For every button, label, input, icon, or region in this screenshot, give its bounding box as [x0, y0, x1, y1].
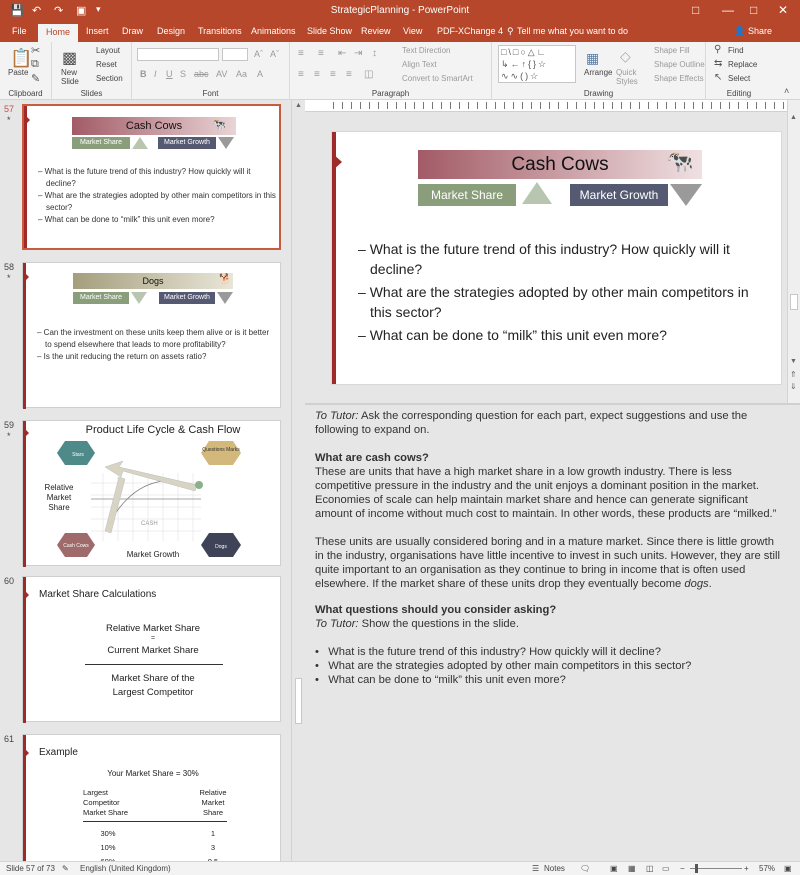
slide-thumbnail-58[interactable]	[22, 262, 281, 408]
underline-icon[interactable]: U	[166, 69, 173, 79]
zoom-in-icon[interactable]: +	[744, 864, 749, 873]
select-button[interactable]: Select	[728, 74, 751, 83]
share-icon: 👤	[734, 26, 746, 36]
slide-marker-icon	[24, 114, 30, 126]
slide-thumbnails-pane	[0, 100, 291, 861]
italic-icon[interactable]: I	[154, 69, 157, 79]
drawing-group	[492, 42, 706, 100]
plc-relative-market-share: Relative Market Share	[44, 483, 74, 512]
clipboard-group	[0, 42, 52, 100]
title-bar	[0, 0, 800, 22]
tutor-label: To Tutor:	[315, 618, 359, 630]
shape-effects-button[interactable]: Shape Effects	[654, 74, 704, 83]
calc-largest-2: Largest Competitor	[112, 687, 194, 698]
replace-button[interactable]: Replace	[728, 60, 758, 69]
thumb-bullet-2: What are the strategies adopted by other main competitors in this sector?	[44, 191, 276, 212]
down-arrow-icon	[217, 292, 233, 304]
bullet-3: What can be done to “milk” this unit even more?	[369, 327, 667, 343]
zoom-out-icon[interactable]: −	[680, 864, 685, 873]
arrange-icon[interactable]: ▦	[586, 50, 600, 66]
slides-group	[52, 42, 132, 100]
tab-file[interactable]: File	[12, 26, 27, 36]
new-slide-button[interactable]: New Slide	[61, 68, 79, 86]
up-arrow-icon	[522, 182, 552, 204]
slide-marker-icon	[332, 153, 342, 171]
notes-paragraph-2	[315, 535, 785, 591]
find-button[interactable]: Find	[728, 46, 744, 55]
notes-heading-cash-cows: What are cash cows?	[315, 452, 429, 464]
down-arrow-icon	[670, 184, 702, 206]
notes-button[interactable]: Notes	[544, 864, 565, 873]
editing-group	[706, 42, 772, 100]
arrange-button[interactable]: Arrange	[584, 68, 613, 77]
thumb-bullet-3: What can be done to “milk” this unit even more?	[44, 215, 215, 224]
shape-outline-button[interactable]: Shape Outline	[654, 60, 705, 69]
notes-question-1: What is the future trend of this industry? How quickly will it decline?	[328, 646, 661, 658]
layout-button[interactable]: Layout	[96, 46, 121, 55]
slide-number-57: 57	[4, 104, 15, 114]
status-bar	[0, 861, 800, 875]
bullet-1: What is the future trend of this industry? How quickly will it decline?	[369, 241, 730, 277]
slide-thumbnail-59[interactable]	[22, 420, 281, 566]
down-arrow-icon	[131, 292, 147, 304]
save-icon[interactable]: 💾	[10, 5, 24, 17]
close-icon[interactable]: ✕	[778, 3, 789, 17]
plc-cash-label	[141, 521, 158, 527]
select-icon[interactable]: ↖	[714, 72, 723, 83]
drawing-label: Drawing	[583, 89, 614, 98]
thumb-bullet-2: Is the unit reducing the return on assets ratio?	[43, 352, 207, 361]
tab-design[interactable]: Design	[157, 26, 186, 36]
slide-number-58: 58	[4, 262, 15, 272]
calc-equals: =	[150, 635, 156, 642]
strikethrough-icon[interactable]: abc	[194, 69, 209, 79]
increase-indent-icon[interactable]: ⇥	[354, 48, 363, 59]
zoom-level[interactable]: 57%	[759, 864, 776, 873]
plc-questions-label	[202, 447, 240, 453]
clipboard-label: Clipboard	[8, 89, 43, 98]
shrink-font-icon[interactable]: Aˇ	[270, 49, 279, 59]
thumb-market-growth: Market Growth	[158, 137, 216, 149]
tab-pdf-xchange[interactable]: PDF-XChange 4	[437, 26, 504, 36]
replace-icon[interactable]: ⇆	[714, 58, 723, 69]
paste-button[interactable]: Paste	[8, 68, 29, 77]
decrease-indent-icon[interactable]: ⇤	[338, 48, 347, 59]
align-left-icon[interactable]: ≡	[298, 69, 304, 80]
new-slide-icon[interactable]: ▩	[62, 50, 78, 67]
thumb-title: Cash Cows	[72, 117, 236, 135]
tutor-text: Ask the corresponding question for each part, expect suggestions and use the following to expand on.	[315, 410, 748, 436]
spell-check-icon[interactable]: ✎	[62, 864, 69, 873]
slide-number-61: 61	[4, 734, 15, 744]
customize-qat-icon[interactable]: ▾	[96, 4, 101, 14]
svg-text:CASH: CASH	[141, 521, 158, 527]
slide-thumbnail-57[interactable]	[22, 104, 281, 250]
slide-thumbnail-60[interactable]	[22, 576, 281, 722]
shape-fill-button[interactable]: Shape Fill	[654, 46, 690, 55]
header-line: Share	[202, 808, 223, 817]
notes-question-3: What can be done to “milk” this unit even more?	[328, 674, 566, 686]
slide-star-58: *	[7, 273, 11, 283]
paragraph-group	[290, 42, 492, 100]
ruler-ticks	[333, 102, 785, 109]
paste-icon[interactable]: 📋	[10, 48, 33, 68]
slide-sorter-icon[interactable]: ▦	[628, 864, 636, 873]
slide-scrollbar[interactable]	[787, 100, 800, 403]
horizontal-ruler	[305, 100, 787, 112]
example-divider	[83, 821, 227, 822]
undo-icon[interactable]: ↶	[32, 5, 42, 17]
minimize-icon[interactable]: —	[722, 3, 734, 17]
notes-icon: ☰	[532, 864, 540, 873]
thumb-title: Market Share Calculations	[39, 589, 157, 600]
text-direction-button[interactable]: Text Direction	[402, 46, 451, 55]
numbering-icon[interactable]: ≡	[318, 48, 324, 59]
thumb-bullets: – Can the investment on these units keep them alive or is it better to spend elsewhere that leads to more profitability? – Is the unit reducing the return on assets ratio?	[37, 328, 270, 361]
header-line: Market	[201, 798, 225, 807]
share-button[interactable]: Share	[748, 26, 773, 36]
example-your-share: Your Market Share = 30%	[107, 769, 199, 778]
thumb-market-share: Market Share	[72, 137, 130, 149]
align-text-button[interactable]: Align Text	[402, 60, 437, 69]
reset-button[interactable]: Reset	[96, 60, 117, 69]
notes-tutor-intro	[315, 409, 785, 437]
grow-font-icon[interactable]: Aˆ	[254, 49, 263, 59]
up-arrow-icon	[132, 137, 148, 149]
thumb-bullet-1: Can the investment on these units keep them alive or is it better to spend elsewhere that leads to more profitability?	[43, 328, 270, 349]
svg-text:Dogs: Dogs	[215, 544, 227, 550]
change-case-icon[interactable]: Aa	[236, 69, 248, 79]
align-center-icon[interactable]: ≡	[314, 69, 320, 80]
example-row2-a: 10%	[100, 843, 116, 852]
calc-divider	[85, 664, 223, 665]
thumb-title: Product Life Cycle & Cash Flow	[85, 424, 241, 436]
slide-red-bar	[24, 106, 27, 248]
tab-draw[interactable]: Draw	[122, 26, 144, 36]
thumbnails-scroll-thumb[interactable]	[295, 678, 302, 724]
market-growth-box: Market Growth	[570, 184, 668, 206]
plc-stars-label	[72, 452, 84, 458]
slide-marker-icon	[23, 271, 29, 283]
example-col2-header	[193, 788, 233, 818]
plc-cashcows-label	[63, 543, 89, 549]
tab-view[interactable]: View	[403, 26, 423, 36]
paragraph-label: Paragraph	[371, 89, 410, 98]
cow-icon: 🐄	[666, 149, 694, 174]
font-color-icon[interactable]: A	[257, 69, 264, 79]
font-group	[132, 42, 290, 100]
notes-pane[interactable]	[305, 403, 800, 861]
collapse-ribbon-icon[interactable]: ˄	[784, 86, 790, 96]
slide-counter[interactable]: Slide 57 of 73	[6, 864, 55, 873]
down-arrow-icon	[218, 137, 234, 149]
notes-question-2: What are the strategies adopted by other main competitors in this sector?	[328, 660, 692, 672]
convert-smartart-button[interactable]: Convert to SmartArt	[402, 74, 473, 83]
para2-end: .	[708, 578, 712, 590]
slide-marker-icon	[23, 747, 29, 759]
maximize-icon[interactable]: □	[750, 3, 758, 17]
tab-home[interactable]: Home	[38, 24, 78, 42]
current-slide[interactable]	[331, 131, 782, 385]
example-row2-b: 3	[210, 843, 216, 852]
scroll-up-icon[interactable]: ▲	[295, 102, 302, 109]
cut-icon[interactable]: ✂	[31, 45, 41, 57]
bold-icon[interactable]: B	[140, 69, 147, 79]
plc-market-growth: Market Growth	[126, 550, 180, 559]
tab-insert[interactable]: Insert	[86, 26, 109, 36]
scroll-down-icon[interactable]: ▼	[790, 358, 797, 365]
normal-view-icon[interactable]: ▣	[610, 864, 618, 873]
font-family-combo[interactable]	[137, 48, 219, 61]
section-button[interactable]: Section	[96, 74, 123, 83]
thumbnails-scrollbar[interactable]	[291, 100, 305, 861]
svg-text:Questions Marks: Questions Marks	[202, 447, 240, 453]
slide-title[interactable]: Cash Cows	[418, 150, 702, 179]
tutor-label: To Tutor:	[315, 410, 359, 422]
example-col1-header	[83, 788, 128, 818]
justify-icon[interactable]: ≡	[346, 69, 352, 80]
notes-heading-questions: What questions should you consider asking?	[315, 604, 557, 616]
tab-slide-show[interactable]: Slide Show	[307, 26, 353, 36]
example-row1-a: 30%	[100, 829, 116, 838]
scroll-up-icon[interactable]: ▲	[790, 114, 797, 121]
quick-styles-icon[interactable]: ◇	[620, 48, 631, 64]
comments-icon[interactable]: 🗨	[580, 864, 591, 873]
window-title: StrategicPlanning - PowerPoint	[330, 5, 470, 16]
font-label: Font	[202, 89, 219, 98]
ribbon	[0, 42, 800, 100]
header-line: Market Share	[83, 808, 129, 817]
tab-transitions[interactable]: Transitions	[198, 26, 242, 36]
zoom-slider-thumb[interactable]	[695, 864, 698, 873]
copy-icon[interactable]: ⧉	[31, 58, 39, 70]
slide-thumbnail-61[interactable]	[22, 734, 281, 864]
char-spacing-icon[interactable]: AV	[216, 69, 228, 79]
svg-text:Stars: Stars	[72, 452, 84, 458]
slide-star-57: *	[7, 115, 11, 125]
redo-icon[interactable]: ↷	[54, 5, 64, 17]
previous-slide-icon[interactable]: ⇑	[790, 370, 797, 379]
language-status[interactable]: English (United Kingdom)	[80, 864, 171, 873]
slide-number-59: 59	[4, 420, 15, 430]
reading-view-icon[interactable]: ◫	[646, 864, 654, 873]
notes-question-list: • What is the future trend of this industry? How quickly will it decline? • What are the strategies adopted by other main competitors in this sector? • What can be done to “milk” this unit even more?	[315, 646, 692, 686]
fit-to-window-icon[interactable]: ▣	[784, 864, 792, 873]
calc-relative: Relative Market Share	[106, 623, 200, 634]
line-spacing-icon[interactable]: ↕	[372, 48, 377, 59]
quick-styles-button[interactable]: Quick Styles	[616, 68, 638, 86]
header-line: Relative	[199, 788, 227, 797]
cow-icon: 🐄	[212, 119, 226, 131]
bullet-2: What are the strategies adopted by other main competitors in this sector?	[369, 284, 749, 320]
slide-star-59: *	[7, 431, 11, 441]
notes-paragraph-1: These are units that have a high market share in a low growth industry. There is less competitive pressure in the industry and the unit enjoys a dominant position in the market. Economies of scale can help maintain market share and hence can generate significant amount of income without much cost to maintain. In other words, these products are “milked.”	[315, 466, 777, 520]
editing-label: Editing	[726, 89, 752, 98]
slide-marker-icon	[23, 589, 29, 601]
tab-review[interactable]: Review	[361, 26, 391, 36]
slideshow-icon[interactable]: ▭	[662, 864, 670, 873]
present-icon[interactable]: ▣	[76, 5, 87, 17]
para2-dogs: dogs	[684, 578, 709, 590]
thumb-bullets: – What is the future trend of this industry? How quickly will it decline? – What are the strategies adopted by other main competitors in this sector? – What can be done to “milk” this unit even more?	[38, 167, 276, 224]
ribbon-display-icon[interactable]: □	[692, 3, 700, 17]
example-row1-b: 1	[210, 829, 216, 838]
para2-text: These units are usually considered boring and in a mature market. Since there is little growth in the industry, organisations have little incentive to invest in such units. However, they are still quite important to an organisation as they continue to bring in income that is often used elsewhere. If the market share of these units drop they eventually become	[315, 536, 780, 590]
next-slide-icon[interactable]: ⇓	[790, 382, 797, 391]
bullets-icon[interactable]: ≡	[298, 48, 304, 59]
find-icon[interactable]: ⚲	[714, 44, 722, 55]
lightbulb-icon: ⚲	[507, 26, 514, 36]
tab-animations[interactable]: Animations	[251, 26, 296, 36]
tutor-text: Show the questions in the slide.	[358, 618, 519, 630]
thumb-market-share: Market Share	[73, 292, 129, 304]
thumb-bullet-1: What is the future trend of this industry? How quickly will it decline?	[44, 167, 251, 188]
format-painter-icon[interactable]: ✎	[31, 73, 41, 85]
header-line: Competitor	[83, 798, 120, 807]
slide-scroll-thumb[interactable]	[790, 294, 798, 310]
market-share-box: Market Share	[418, 184, 516, 206]
calc-largest-1: Market Share of the	[111, 673, 195, 684]
font-size-combo[interactable]	[222, 48, 248, 61]
slide-bullets[interactable]: – What is the future trend of this industry? How quickly will it decline? – What are the strategies adopted by other main competitors in this sector? – What can be done to “milk” this unit even more?	[358, 241, 749, 343]
slides-label: Slides	[80, 89, 103, 98]
slide-number-60: 60	[4, 576, 15, 586]
shapes-gallery[interactable]: □\□○△∟ ↳←↑{}☆ ∿∿()☆	[498, 45, 576, 83]
thumb-title: Example	[39, 747, 78, 758]
notes-tutor-show	[315, 617, 785, 631]
ribbon-tabs	[0, 22, 800, 42]
tell-me-box[interactable]: Tell me what you want to do	[517, 26, 629, 36]
shadow-icon[interactable]: S	[180, 69, 187, 79]
dog-icon: 🐕	[219, 274, 232, 285]
plc-dogs-label	[215, 544, 227, 550]
thumb-title: Dogs	[73, 273, 233, 289]
thumb-market-growth: Market Growth	[159, 292, 215, 304]
svg-text:Cash Cows: Cash Cows	[63, 543, 89, 549]
columns-icon[interactable]: ◫	[364, 69, 374, 80]
header-line: Largest	[83, 788, 109, 797]
calc-current: Current Market Share	[107, 645, 199, 656]
slide-red-bar	[23, 263, 26, 409]
align-right-icon[interactable]: ≡	[330, 69, 336, 80]
